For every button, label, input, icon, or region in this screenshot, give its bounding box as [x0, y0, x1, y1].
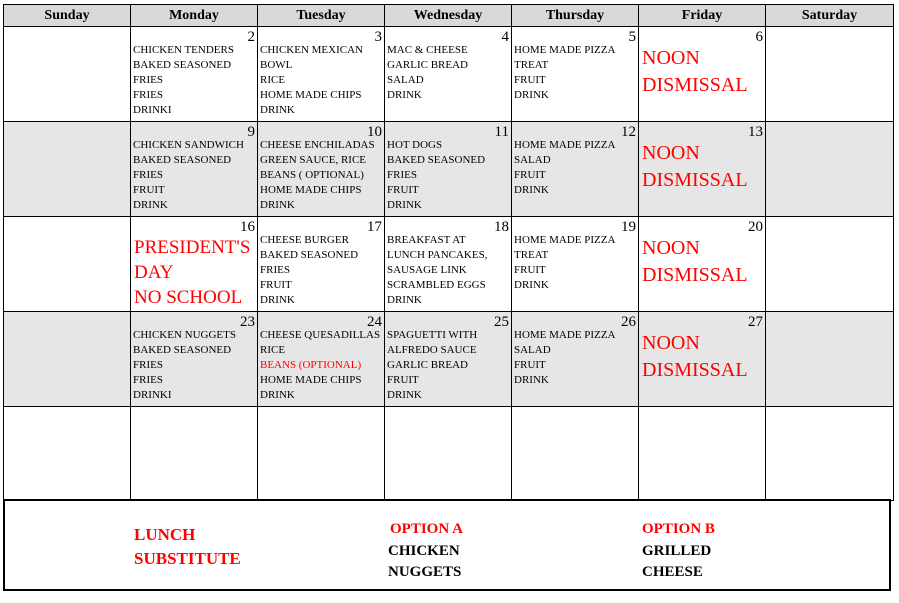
week-row	[4, 312, 894, 407]
day-cell	[131, 407, 258, 501]
menu-item: BAKED SEASONED	[260, 249, 359, 261]
menu-item: SAUSAGE LINK	[387, 264, 467, 276]
menu-item: FRUIT	[387, 374, 419, 386]
menu-item: DRINK	[514, 184, 549, 196]
day-cell	[385, 122, 512, 217]
day-cell	[385, 312, 512, 407]
menu-item: FRIES	[133, 89, 163, 101]
day-cell	[766, 122, 894, 217]
lunch-calendar	[3, 4, 894, 501]
menu-item: DRINK	[133, 199, 168, 211]
day-cell	[639, 27, 766, 122]
menu-item: BREAKFAST AT	[387, 234, 466, 246]
menu-item: FRIES	[133, 374, 163, 386]
menu-item: RICE	[260, 344, 286, 356]
option-b-title: OPTION B	[642, 521, 715, 537]
menu-item: CHEESE QUESADILLAS	[260, 329, 381, 341]
menu-list	[514, 328, 636, 388]
option-a-meal: CHICKEN NUGGETS	[388, 543, 462, 580]
lunch-substitute-box	[3, 499, 891, 591]
menu-item: CHEESE BURGER	[260, 234, 349, 246]
menu-list	[260, 328, 382, 403]
day-cell	[766, 27, 894, 122]
menu-item: FRUIT	[133, 184, 165, 196]
weekday-header-monday: Monday	[131, 5, 258, 27]
day-number: 17	[367, 219, 382, 235]
menu-list	[387, 138, 509, 213]
menu-item: SALAD	[514, 344, 551, 356]
weekday-header-row	[4, 5, 894, 27]
menu-item: HOME MADE CHIPS	[260, 374, 362, 386]
weekday-header-saturday: Saturday	[766, 5, 894, 27]
weekday-header-thursday: Thursday	[512, 5, 639, 27]
menu-list	[260, 233, 382, 308]
day-cell	[4, 27, 131, 122]
day-cell	[4, 407, 131, 501]
menu-item: GREEN SAUCE, RICE	[260, 154, 367, 166]
menu-list	[260, 138, 382, 213]
day-cell	[512, 27, 639, 122]
day-cell	[131, 217, 258, 312]
day-number: 5	[628, 29, 636, 45]
day-cell	[131, 122, 258, 217]
menu-item: CHICKEN TENDERS	[133, 44, 234, 56]
day-cell	[766, 407, 894, 501]
day-number: 27	[748, 314, 763, 330]
day-cell	[639, 312, 766, 407]
menu-item: BOWL	[260, 59, 293, 71]
day-number: 24	[367, 314, 382, 330]
menu-item: HOME MADE PIZZA	[514, 329, 616, 341]
day-number: 12	[621, 124, 636, 140]
menu-item: DRINK	[387, 389, 422, 401]
menu-item: BAKED SEASONED	[133, 344, 232, 356]
day-cell	[639, 122, 766, 217]
menu-item: FRIES	[133, 74, 163, 86]
option-b-meal: GRILLED CHEESE	[642, 543, 712, 580]
day-number: 4	[501, 29, 509, 45]
menu-item: FRIES	[387, 169, 417, 181]
menu-item: BAKED SEASONED	[133, 154, 232, 166]
menu-item: SALAD	[514, 154, 551, 166]
menu-item: CHICKEN SANDWICH	[133, 139, 244, 151]
menu-item: BAKED SEASONED	[387, 154, 486, 166]
menu-item: DRINK	[387, 89, 422, 101]
week-row	[4, 27, 894, 122]
menu-item: FRUIT	[387, 184, 419, 196]
day-cell	[131, 312, 258, 407]
day-number: 6	[755, 29, 763, 45]
menu-item: RICE	[260, 74, 286, 86]
menu-list	[514, 43, 636, 103]
day-cell	[131, 27, 258, 122]
day-number: 13	[748, 124, 763, 140]
day-number: 23	[240, 314, 255, 330]
day-number: 25	[494, 314, 509, 330]
day-cell	[512, 312, 639, 407]
day-cell	[766, 217, 894, 312]
menu-item: GARLIC BREAD	[387, 359, 468, 371]
day-number: 2	[247, 29, 255, 45]
menu-item: BEANS ( OPTIONAL)	[260, 169, 364, 181]
menu-item: DRINK	[260, 294, 295, 306]
menu-item: DRINK	[514, 89, 549, 101]
day-cell	[512, 407, 639, 501]
menu-list	[133, 328, 255, 403]
menu-item: TREAT	[514, 249, 549, 261]
menu-item: CHEESE ENCHILADAS	[260, 139, 375, 151]
menu-item: HOME MADE PIZZA	[514, 234, 616, 246]
menu-item: DRINK	[260, 104, 295, 116]
day-number: 11	[494, 124, 509, 140]
menu-list	[514, 138, 636, 198]
menu-item: DRINK	[387, 199, 422, 211]
day-cell	[385, 217, 512, 312]
day-cell	[766, 312, 894, 407]
menu-item: BAKED SEASONED	[133, 59, 232, 71]
menu-item: LUNCH PANCAKES,	[387, 249, 488, 261]
menu-item: DRINK	[514, 279, 549, 291]
lunch-substitute-label: LUNCH SUBSTITUTE	[134, 525, 241, 568]
day-cell	[512, 217, 639, 312]
week-row	[4, 217, 894, 312]
menu-item: TREAT	[514, 59, 549, 71]
day-cell	[512, 122, 639, 217]
menu-item: DRINK	[260, 199, 295, 211]
option-a-title: OPTION A	[390, 521, 463, 537]
day-number: 19	[621, 219, 636, 235]
menu-item: DRINK	[387, 294, 422, 306]
day-cell	[258, 122, 385, 217]
noon-dismissal-notice: NOON DISMISSAL	[642, 47, 748, 96]
menu-item: SPAGUETTI WITH	[387, 329, 478, 341]
day-cell	[385, 407, 512, 501]
noon-dismissal-notice: NOON DISMISSAL	[642, 142, 748, 191]
menu-item: FRUIT	[514, 169, 546, 181]
menu-item: HOT DOGS	[387, 139, 443, 151]
menu-list	[387, 233, 509, 308]
weekday-header-sunday: Sunday	[4, 5, 131, 27]
day-cell	[385, 27, 512, 122]
menu-item: CHICKEN NUGGETS	[133, 329, 236, 341]
menu-item: HOME MADE PIZZA	[514, 44, 616, 56]
menu-list	[133, 138, 255, 213]
menu-list	[387, 43, 509, 103]
day-cell	[4, 312, 131, 407]
weekday-header-friday: Friday	[639, 5, 766, 27]
holiday-notice: PRESIDENT'S DAY NO SCHOOL	[134, 237, 251, 308]
menu-item: MAC & CHEESE	[387, 44, 468, 56]
menu-item: HOME MADE CHIPS	[260, 184, 362, 196]
day-cell	[258, 27, 385, 122]
menu-item: DRINK	[514, 374, 549, 386]
menu-item: HOME MADE PIZZA	[514, 139, 616, 151]
day-number: 18	[494, 219, 509, 235]
day-number: 9	[247, 124, 255, 140]
week-row	[4, 407, 894, 501]
menu-item: DRINKI	[133, 389, 172, 401]
menu-item: DRINKI	[133, 104, 172, 116]
menu-item: BEANS (OPTIONAL)	[260, 359, 362, 371]
menu-item: CHICKEN MEXICAN	[260, 44, 363, 56]
menu-item: SALAD	[387, 74, 424, 86]
menu-list	[260, 43, 382, 118]
menu-item: HOME MADE CHIPS	[260, 89, 362, 101]
menu-item: GARLIC BREAD	[387, 59, 468, 71]
day-number: 16	[240, 219, 255, 235]
noon-dismissal-notice: NOON DISMISSAL	[642, 332, 748, 381]
day-cell	[258, 217, 385, 312]
day-number: 20	[748, 219, 763, 235]
menu-list	[133, 43, 255, 118]
menu-item: SCRAMBLED EGGS	[387, 279, 486, 291]
noon-dismissal-notice: NOON DISMISSAL	[642, 237, 748, 286]
weekday-header-tuesday: Tuesday	[258, 5, 385, 27]
menu-item: FRUIT	[260, 279, 292, 291]
day-cell	[258, 312, 385, 407]
menu-item: DRINK	[260, 389, 295, 401]
day-cell	[639, 217, 766, 312]
menu-item: FRIES	[133, 359, 163, 371]
day-number: 10	[367, 124, 382, 140]
menu-item: FRUIT	[514, 74, 546, 86]
week-row	[4, 122, 894, 217]
menu-item: FRIES	[260, 264, 290, 276]
day-cell	[4, 122, 131, 217]
day-cell	[258, 407, 385, 501]
menu-item: FRUIT	[514, 359, 546, 371]
menu-list	[387, 328, 509, 403]
day-cell	[4, 217, 131, 312]
day-cell	[639, 407, 766, 501]
weekday-header-wednesday: Wednesday	[385, 5, 512, 27]
menu-item: ALFREDO SAUCE	[387, 344, 477, 356]
menu-item: FRIES	[133, 169, 163, 181]
day-number: 3	[374, 29, 382, 45]
menu-item: FRUIT	[514, 264, 546, 276]
menu-list	[514, 233, 636, 293]
day-number: 26	[621, 314, 636, 330]
